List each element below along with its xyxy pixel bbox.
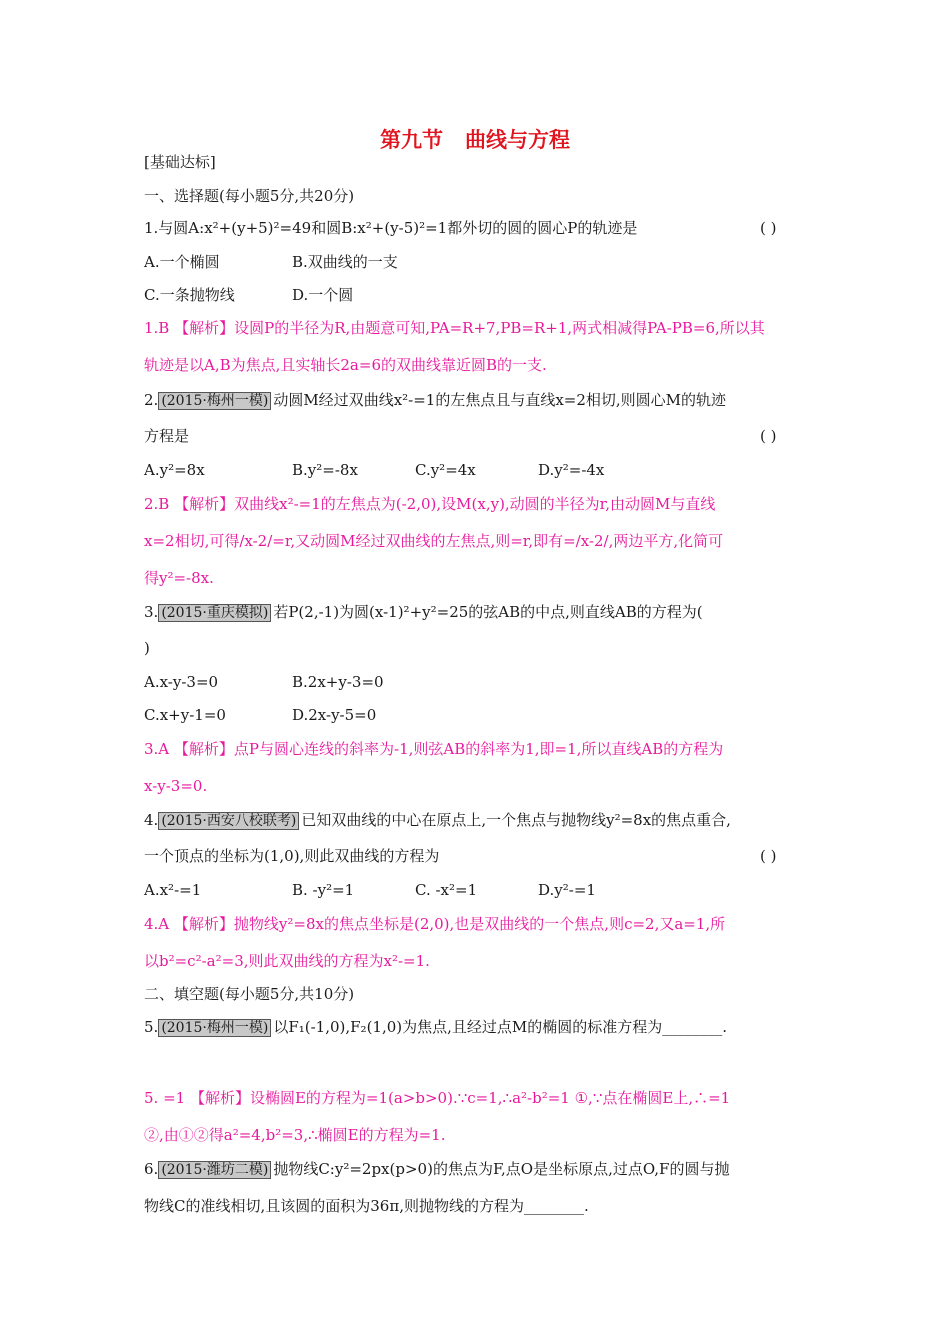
answer-3-line-2: x-y-3=0.	[144, 777, 208, 795]
question-3-options-row-1	[144, 672, 384, 692]
question-5-number: 5.	[144, 1018, 159, 1036]
question-2-options	[144, 460, 604, 480]
question-4-source-tag: (2015·西安八校联考)	[158, 812, 299, 830]
question-1-options-row-1	[144, 252, 398, 272]
question-2-number: 2.	[144, 391, 159, 409]
question-2-stem-line-2: 方程是	[144, 427, 190, 445]
option-a: A.一个椭圆	[144, 253, 220, 271]
option-b: B.双曲线的一支	[292, 253, 398, 271]
part1-header: 一、选择题(每小题5分,共20分)	[144, 187, 355, 205]
question-6-number: 6.	[144, 1160, 159, 1178]
answer-4-line-2: 以b²=c²-a²=3,则此双曲线的方程为x²-=1.	[144, 952, 430, 970]
option-d: D.y²=-4x	[538, 461, 605, 479]
part2-header: 二、填空题(每小题5分,共10分)	[144, 985, 355, 1003]
question-2-text: 动圆M经过双曲线x²-=1的左焦点且与直线x=2相切,则圆心M的轨迹	[273, 391, 727, 409]
answer-2-line-3: 得y²=-8x.	[144, 569, 214, 587]
question-2-source-tag: (2015·梅州一模)	[158, 392, 271, 410]
question-1-options-row-2	[144, 285, 353, 305]
question-6-stem-line-1	[144, 1159, 729, 1180]
option-b: B.y²=-8x	[292, 461, 358, 479]
answer-2-line-1: 2.B 【解析】双曲线x²-=1的左焦点为(-2,0),设M(x,y),动圆的半径为r,由动圆M与直线	[144, 495, 716, 513]
question-2-answer-blank: ( )	[760, 427, 777, 445]
question-6-stem-line-2: 物线C的准线相切,且该圆的面积为36π,则抛物线的方程为________.	[144, 1197, 589, 1215]
question-6-text: 抛物线C:y²=2px(p>0)的焦点为F,点O是坐标原点,过点O,F的圆与抛	[273, 1160, 730, 1178]
page-title	[0, 124, 950, 154]
section-label: [基础达标]	[144, 153, 216, 171]
answer-5-line-1: 5. =1 【解析】设椭圆E的方程为=1(a>b>0).∵c=1,∴a²-b²=1 ①,∵点在椭圆E上,∴=1	[144, 1089, 731, 1107]
question-4-answer-blank: ( )	[760, 847, 777, 865]
question-3-stem-line-2: )	[144, 639, 150, 657]
question-4-stem-line-2: 一个顶点的坐标为(1,0),则此双曲线的方程为	[144, 847, 440, 865]
option-c: C. -x²=1	[415, 881, 478, 899]
question-3-number: 3.	[144, 603, 159, 621]
title-topic: 曲线与方程	[465, 128, 570, 152]
title-section-number: 第九节	[380, 128, 443, 152]
option-d: D.2x-y-5=0	[292, 706, 377, 724]
answer-3-line-1: 3.A 【解析】点P与圆心连线的斜率为-1,则弦AB的斜率为1,即=1,所以直线AB的方程为	[144, 740, 724, 758]
question-5-text: 以F₁(-1,0),F₂(1,0)为焦点,且经过点M的椭圆的标准方程为________.	[273, 1018, 728, 1036]
question-4-number: 4.	[144, 811, 159, 829]
option-a: A.x²-=1	[144, 881, 202, 899]
answer-4-line-1: 4.A 【解析】抛物线y²=8x的焦点坐标是(2,0),也是双曲线的一个焦点,则c=2,又a=1,所	[144, 915, 726, 933]
option-d: D.y²-=1	[538, 881, 596, 899]
question-1-answer-blank: ( )	[760, 219, 777, 237]
question-3-stem-line-1	[144, 602, 703, 623]
question-2-stem-line-1	[144, 390, 726, 411]
question-5-stem	[144, 1017, 727, 1038]
answer-5-line-2: ②,由①②得a²=4,b²=3,∴椭圆E的方程为=1.	[144, 1126, 446, 1144]
question-4-options	[144, 880, 596, 900]
question-4-text: 已知双曲线的中心在原点上,一个焦点与抛物线y²=8x的焦点重合,	[301, 811, 731, 829]
question-4-stem-line-1	[144, 810, 731, 831]
question-3-source-tag: (2015·重庆模拟)	[158, 604, 271, 622]
option-d: D.一个圆	[292, 286, 354, 304]
answer-2-line-2: x=2相切,可得/x-2/=r,又动圆M经过双曲线的左焦点,则=r,即有=/x-2/,两边平方,化简可	[144, 532, 724, 550]
question-6-source-tag: (2015·潍坊二模)	[158, 1161, 271, 1179]
option-c: C.x+y-1=0	[144, 706, 226, 724]
answer-1-line-1: 1.B 【解析】设圆P的半径为R,由题意可知,PA=R+7,PB=R+1,两式相减得PA-PB=6,所以其	[144, 319, 765, 337]
option-c: C.y²=4x	[415, 461, 476, 479]
question-5-source-tag: (2015·梅州一模)	[158, 1019, 271, 1037]
option-a: A.y²=8x	[144, 461, 205, 479]
answer-1-line-2: 轨迹是以A,B为焦点,且实轴长2a=6的双曲线靠近圆B的一支.	[144, 356, 547, 374]
question-3-text: 若P(2,-1)为圆(x-1)²+y²=25的弦AB的中点,则直线AB的方程为(	[273, 603, 703, 621]
option-b: B.2x+y-3=0	[292, 673, 384, 691]
option-b: B. -y²=1	[292, 881, 355, 899]
question-3-options-row-2	[144, 705, 376, 725]
option-c: C.一条抛物线	[144, 286, 235, 304]
option-a: A.x-y-3=0	[144, 673, 219, 691]
question-1-stem: 1.与圆A:x²+(y+5)²=49和圆B:x²+(y-5)²=1都外切的圆的圆心P的轨迹是	[144, 219, 638, 237]
